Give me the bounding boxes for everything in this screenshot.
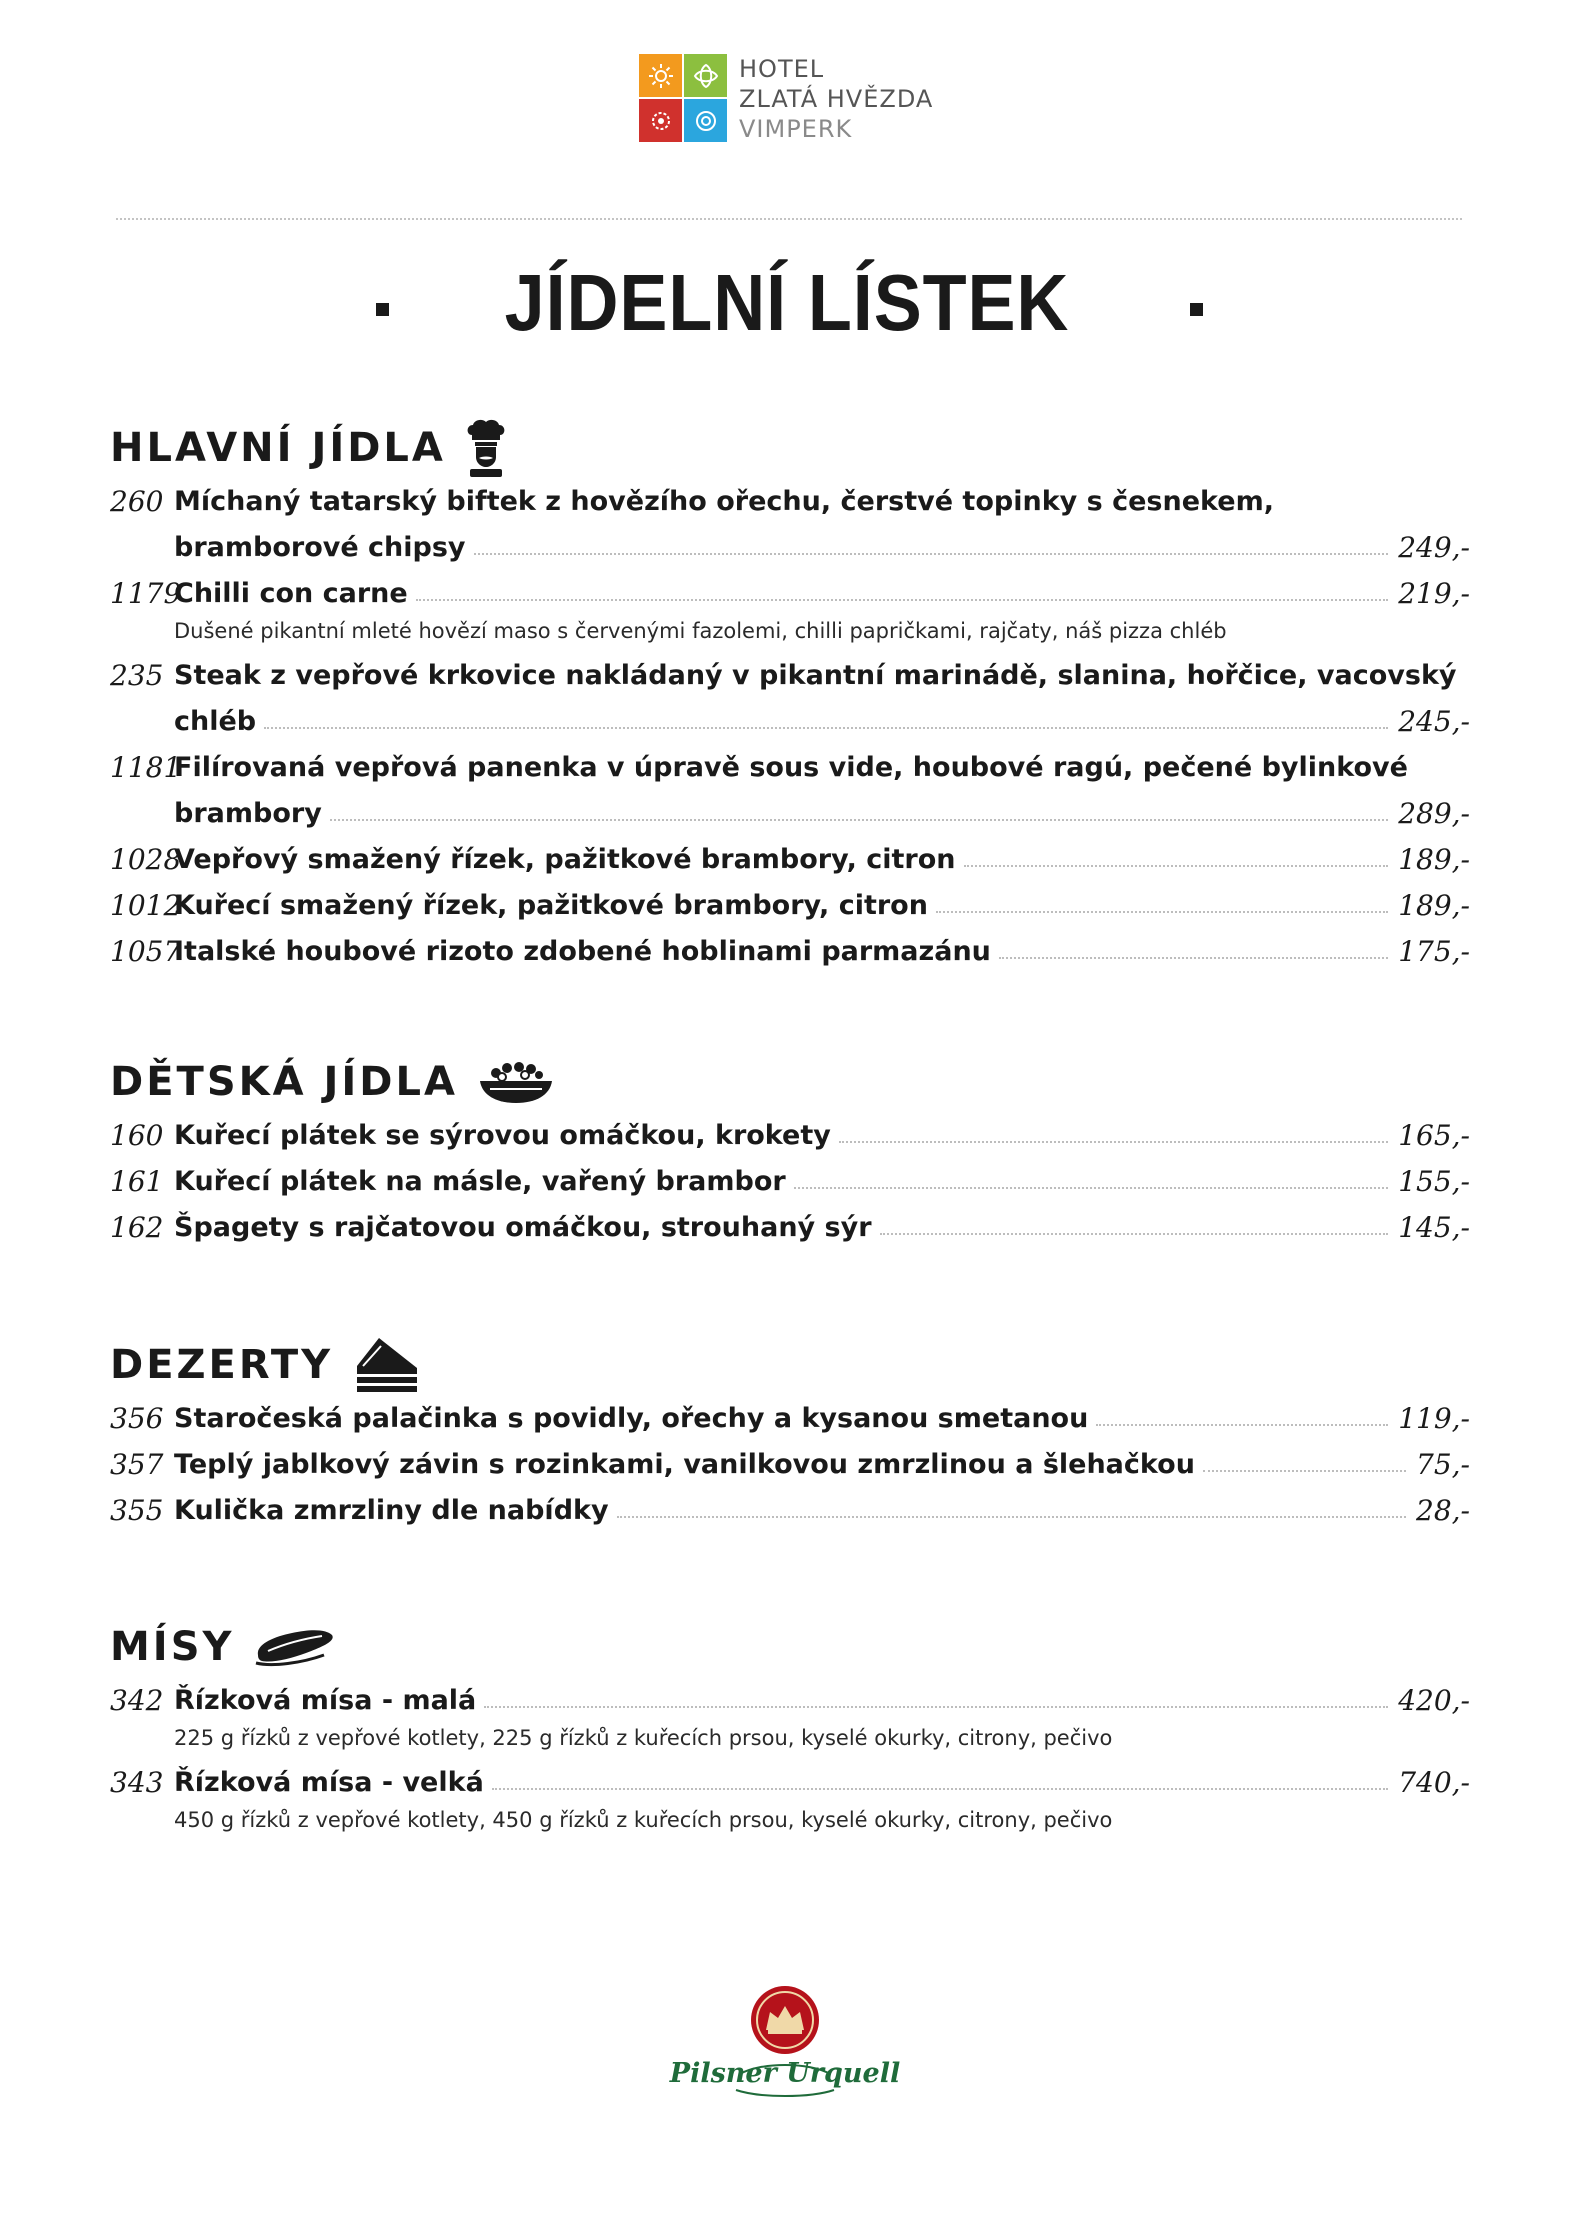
chef-icon bbox=[464, 419, 508, 477]
menu-item bbox=[110, 1759, 1470, 1841]
item-name-wrap bbox=[174, 660, 1470, 691]
item-price: 155,- bbox=[1398, 1164, 1470, 1198]
item-price: 245,- bbox=[1398, 704, 1470, 738]
item-row bbox=[110, 836, 1470, 882]
dot-leader bbox=[492, 1788, 1388, 1790]
dot-leader bbox=[416, 599, 1388, 601]
item-name-wrap bbox=[174, 889, 1470, 922]
leaf-icon bbox=[684, 54, 727, 97]
section-desserts bbox=[110, 1335, 1470, 1533]
item-row bbox=[110, 652, 1470, 698]
item-name-wrap bbox=[174, 577, 1470, 610]
item-name-wrap bbox=[174, 486, 1470, 517]
item-name: Vepřový smažený řízek, pažitkové brambory, citron bbox=[174, 843, 956, 875]
item-name-wrap bbox=[174, 843, 1470, 876]
hotel-line-2: ZLATÁ HVĚZDA bbox=[739, 85, 934, 113]
menu-item bbox=[110, 836, 1470, 882]
logo-grid bbox=[639, 54, 727, 142]
dot-leader bbox=[964, 865, 1389, 867]
item-name: Kulička zmrzliny dle nabídky bbox=[174, 1494, 609, 1526]
item-name-wrap bbox=[174, 1684, 1470, 1717]
item-number: 162 bbox=[110, 1210, 164, 1244]
section-title: DEZERTY bbox=[110, 1342, 334, 1388]
hotel-logo bbox=[639, 54, 933, 144]
menu-item bbox=[110, 1487, 1470, 1533]
section-kids bbox=[110, 1052, 1470, 1250]
section-header bbox=[110, 1617, 1470, 1677]
item-price: 175,- bbox=[1398, 934, 1470, 968]
item-number: 343 bbox=[110, 1765, 164, 1799]
item-price: 119,- bbox=[1398, 1401, 1470, 1435]
item-price: 740,- bbox=[1398, 1765, 1470, 1799]
schnitzel-icon bbox=[252, 1625, 336, 1669]
item-price: 28,- bbox=[1416, 1493, 1470, 1527]
hotel-line-3: VIMPERK bbox=[739, 115, 853, 143]
snowflake-icon bbox=[639, 99, 682, 142]
item-row bbox=[110, 1204, 1470, 1250]
item-price: 75,- bbox=[1416, 1447, 1470, 1481]
item-price: 289,- bbox=[1398, 796, 1470, 830]
item-name-wrap bbox=[174, 797, 1470, 830]
item-name-wrap bbox=[174, 752, 1470, 783]
dot-leader bbox=[617, 1516, 1406, 1518]
menu-item bbox=[110, 1158, 1470, 1204]
cake-slice-icon bbox=[351, 1336, 421, 1394]
page-title: JÍDELNÍ LÍSTEK bbox=[504, 258, 1070, 347]
title-row bbox=[0, 258, 1574, 348]
item-name-wrap bbox=[174, 1766, 1470, 1799]
item-name-wrap bbox=[174, 705, 1470, 738]
item-name: brambory bbox=[174, 797, 322, 829]
item-description: Dušené pikantní mleté hovězí maso s červenými fazolemi, chilli papričkami, rajčaty, náš pizza chléb bbox=[174, 619, 1227, 643]
item-row bbox=[110, 1441, 1470, 1487]
item-price: 189,- bbox=[1398, 888, 1470, 922]
item-price: 145,- bbox=[1398, 1210, 1470, 1244]
section-title: MÍSY bbox=[110, 1624, 235, 1670]
item-number: 1028 bbox=[110, 842, 182, 876]
item-number: 260 bbox=[110, 484, 164, 518]
item-name-wrap bbox=[174, 935, 1470, 968]
item-number: 160 bbox=[110, 1118, 164, 1152]
section-header bbox=[110, 1335, 1470, 1395]
item-name: Staročeská palačinka s povidly, ořechy a kysanou smetanou bbox=[174, 1402, 1089, 1434]
item-name: Teplý jablkový závin s rozinkami, vanilkovou zmrzlinou a šlehačkou bbox=[174, 1448, 1195, 1480]
item-name-wrap bbox=[174, 1494, 1470, 1527]
item-name: Chilli con carne bbox=[174, 577, 408, 609]
menu-item bbox=[110, 1204, 1470, 1250]
item-name-line-1: Míchaný tatarský biftek z hovězího ořechu, čerstvé topinky s česnekem, bbox=[174, 485, 1274, 517]
item-description: 225 g řízků z vepřové kotlety, 225 g řízků z kuřecích prsou, kyselé okurky, citrony, pečivo bbox=[174, 1726, 1113, 1750]
item-number: 161 bbox=[110, 1164, 164, 1198]
menu-item bbox=[110, 570, 1470, 652]
section-title: HLAVNÍ JÍDLA bbox=[110, 425, 446, 471]
brand-text: Pilsner Urquell bbox=[669, 2058, 901, 2089]
item-number: 1057 bbox=[110, 934, 182, 968]
item-row bbox=[110, 1759, 1470, 1805]
item-row bbox=[110, 1395, 1470, 1441]
dot-leader bbox=[484, 1706, 1388, 1708]
item-name: Kuřecí plátek se sýrovou omáčkou, krokety bbox=[174, 1119, 831, 1151]
item-row bbox=[110, 744, 1470, 790]
item-row bbox=[110, 570, 1470, 616]
item-name: Řízková mísa - malá bbox=[174, 1684, 477, 1716]
dot-leader bbox=[1096, 1424, 1388, 1426]
item-description: 450 g řízků z vepřové kotlety, 450 g řízků z kuřecích prsou, kyselé okurky, citrony, pečivo bbox=[174, 1808, 1113, 1832]
item-name-wrap bbox=[174, 1402, 1470, 1435]
item-row bbox=[110, 790, 1470, 836]
item-number: 1181 bbox=[110, 750, 182, 784]
item-name-wrap bbox=[174, 531, 1470, 564]
item-price: 249,- bbox=[1398, 530, 1470, 564]
item-row bbox=[110, 1487, 1470, 1533]
item-row bbox=[110, 524, 1470, 570]
item-name: Kuřecí plátek na másle, vařený brambor bbox=[174, 1165, 786, 1197]
item-name: Italské houbové rizoto zdobené hoblinami parmazánu bbox=[174, 935, 991, 967]
section-main bbox=[110, 418, 1470, 974]
item-row bbox=[110, 1158, 1470, 1204]
item-row bbox=[110, 882, 1470, 928]
item-number: 342 bbox=[110, 1683, 164, 1717]
pilsner-urquell-logo bbox=[669, 1978, 901, 2118]
item-price: 219,- bbox=[1398, 576, 1470, 610]
dot-leader bbox=[1203, 1470, 1406, 1472]
menu-item bbox=[110, 1441, 1470, 1487]
item-row bbox=[110, 928, 1470, 974]
item-name-line-1: Filírovaná vepřová panenka v úpravě sous vide, houbové ragú, pečené bylinkové bbox=[174, 751, 1408, 783]
item-name-wrap bbox=[174, 1448, 1470, 1481]
section-platters bbox=[110, 1617, 1470, 1841]
item-number: 1179 bbox=[110, 576, 182, 610]
menu-item bbox=[110, 478, 1470, 570]
dot-leader bbox=[330, 819, 1388, 821]
menu-item bbox=[110, 1395, 1470, 1441]
dot-leader bbox=[794, 1187, 1389, 1189]
menu-item bbox=[110, 744, 1470, 836]
menu-item bbox=[110, 652, 1470, 744]
header-divider bbox=[116, 218, 1462, 220]
item-number: 356 bbox=[110, 1401, 164, 1435]
hotel-line-1: HOTEL bbox=[739, 55, 825, 83]
item-row bbox=[110, 698, 1470, 744]
dot-leader bbox=[999, 957, 1388, 959]
item-number: 355 bbox=[110, 1493, 164, 1527]
item-row bbox=[110, 1677, 1470, 1723]
item-name-wrap bbox=[174, 1119, 1470, 1152]
item-name-wrap bbox=[174, 1165, 1470, 1198]
section-header bbox=[110, 1052, 1470, 1112]
section-title: DĚTSKÁ JÍDLA bbox=[110, 1059, 458, 1105]
item-name: Řízková mísa - velká bbox=[174, 1766, 484, 1798]
water-icon bbox=[684, 99, 727, 142]
section-header bbox=[110, 418, 1470, 478]
item-name: chléb bbox=[174, 705, 257, 737]
hotel-name bbox=[739, 54, 933, 144]
item-row bbox=[110, 1112, 1470, 1158]
menu-item bbox=[110, 1112, 1470, 1158]
item-name-wrap bbox=[174, 1211, 1470, 1244]
title-bullet-right bbox=[1190, 303, 1203, 316]
item-number: 1012 bbox=[110, 888, 182, 922]
dot-leader bbox=[936, 911, 1388, 913]
dot-leader bbox=[474, 553, 1389, 555]
menu-item bbox=[110, 1677, 1470, 1759]
item-name: Kuřecí smažený řízek, pažitkové brambory, citron bbox=[174, 889, 928, 921]
dot-leader bbox=[839, 1141, 1388, 1143]
dot-leader bbox=[880, 1233, 1389, 1235]
menu-item bbox=[110, 928, 1470, 974]
menu-item bbox=[110, 882, 1470, 928]
item-price: 165,- bbox=[1398, 1118, 1470, 1152]
item-price: 189,- bbox=[1398, 842, 1470, 876]
item-name: Špagety s rajčatovou omáčkou, strouhaný sýr bbox=[174, 1211, 872, 1243]
bowl-icon bbox=[476, 1057, 556, 1107]
sun-icon bbox=[639, 54, 682, 97]
item-row bbox=[110, 478, 1470, 524]
item-price: 420,- bbox=[1398, 1683, 1470, 1717]
item-number: 235 bbox=[110, 658, 164, 692]
item-name: bramborové chipsy bbox=[174, 531, 466, 563]
item-number: 357 bbox=[110, 1447, 164, 1481]
dot-leader bbox=[264, 727, 1388, 729]
item-name-line-1: Steak z vepřové krkovice nakládaný v pikantní marinádě, slanina, hořčice, vacovský bbox=[174, 659, 1457, 691]
